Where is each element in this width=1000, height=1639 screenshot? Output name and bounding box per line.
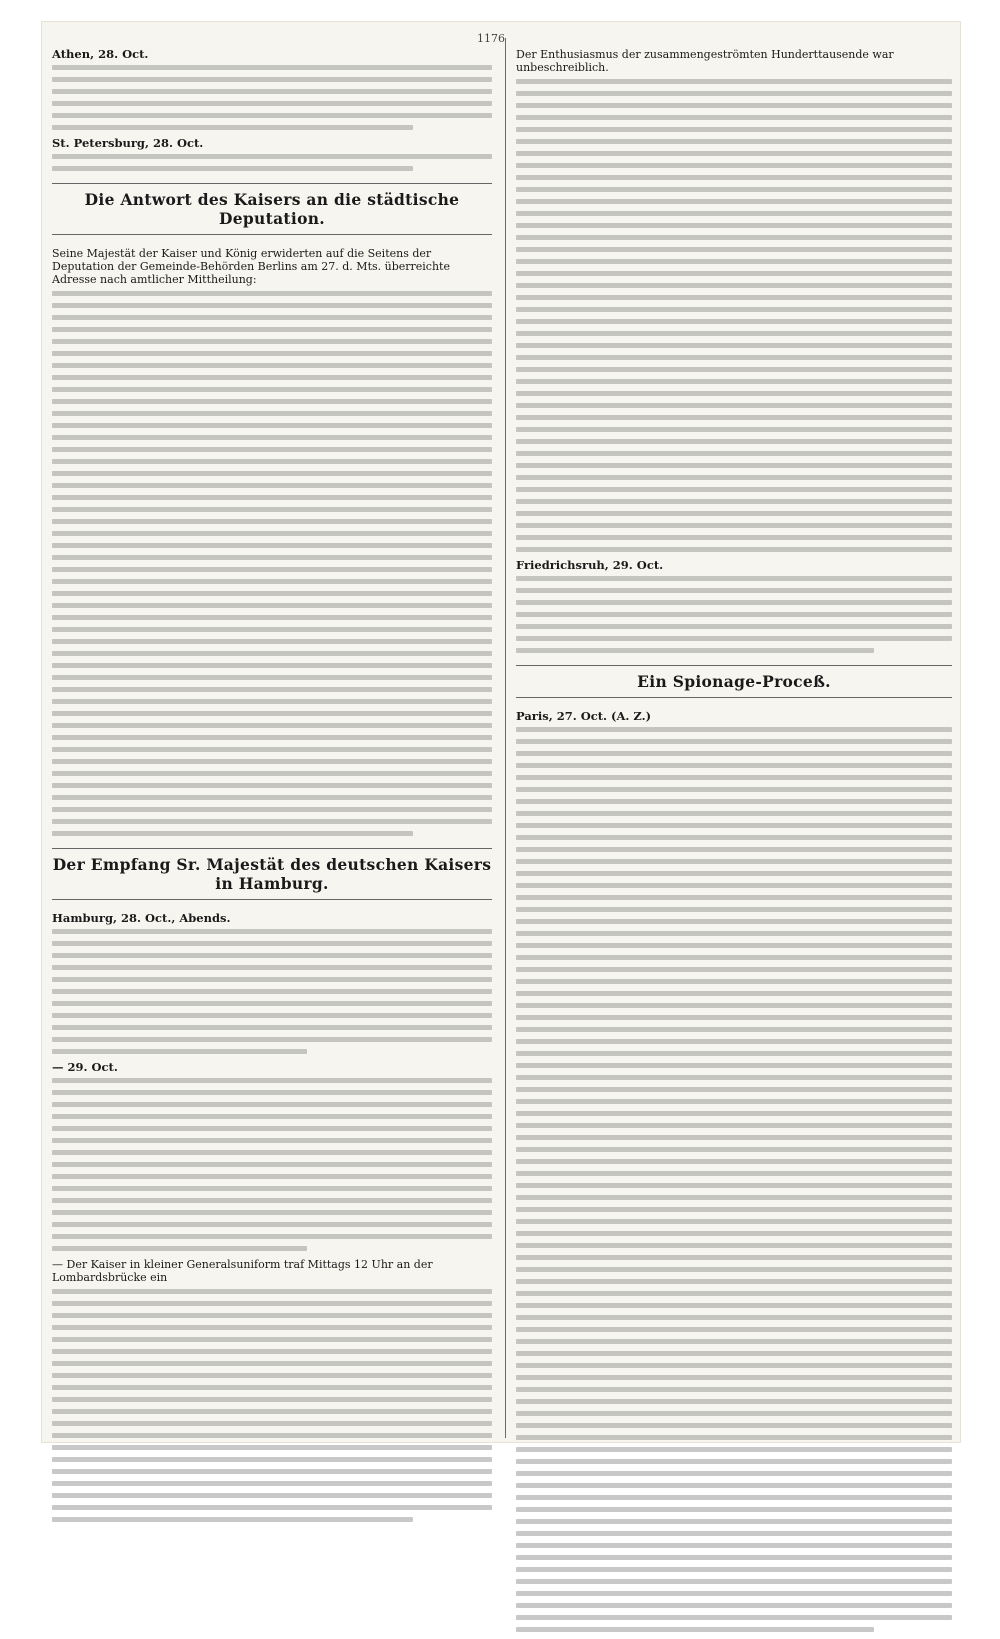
spionage-article — [516, 710, 952, 1632]
newspaper-page — [42, 22, 960, 1442]
right-column — [516, 48, 952, 1639]
athen-article — [52, 48, 492, 130]
athen-dateline: Athen, 28. Oct. — [52, 47, 149, 61]
antwort-lead: Seine Majestät der Kaiser und König erwiderten auf die Seitens der Deputation der Gemeinde-Behörden Berlins am 27. d. Mts. überreichte Adresse nach amtlicher Mittheilung: — [52, 247, 450, 286]
hamburg-continued — [516, 48, 952, 653]
empfang-heading: Der Empfang Sr. Majestät des deutschen Kaisers in Hamburg. — [52, 848, 492, 900]
left-column — [52, 48, 492, 1529]
petersburg-dateline: St. Petersburg, 28. Oct. — [52, 136, 204, 150]
petersburg-article — [52, 137, 492, 171]
spionage-heading: Ein Spionage-Proceß. — [516, 665, 952, 698]
empfang-date2: — 29. Oct. — [52, 1060, 118, 1074]
spionage-dateline: Paris, 27. Oct. (A. Z.) — [516, 709, 652, 723]
column-divider — [505, 38, 506, 1438]
empfang-kaiser-para: — Der Kaiser in kleiner Generalsuniform traf Mittags 12 Uhr an der Lombardsbrücke ein — [52, 1258, 433, 1284]
friedrichsruh-dateline: Friedrichsruh, 29. Oct. — [516, 558, 664, 572]
antwort-heading: Die Antwort des Kaisers an die städtische Deputation. — [52, 183, 492, 235]
right-intro: Der Enthusiasmus der zusammengeströmten Hunderttausende war unbeschreiblich. — [516, 48, 894, 74]
page-number: 1176 — [477, 32, 505, 45]
antwort-article — [52, 247, 492, 836]
empfang-dateline: Hamburg, 28. Oct., Abends. — [52, 911, 231, 925]
empfang-article — [52, 912, 492, 1522]
